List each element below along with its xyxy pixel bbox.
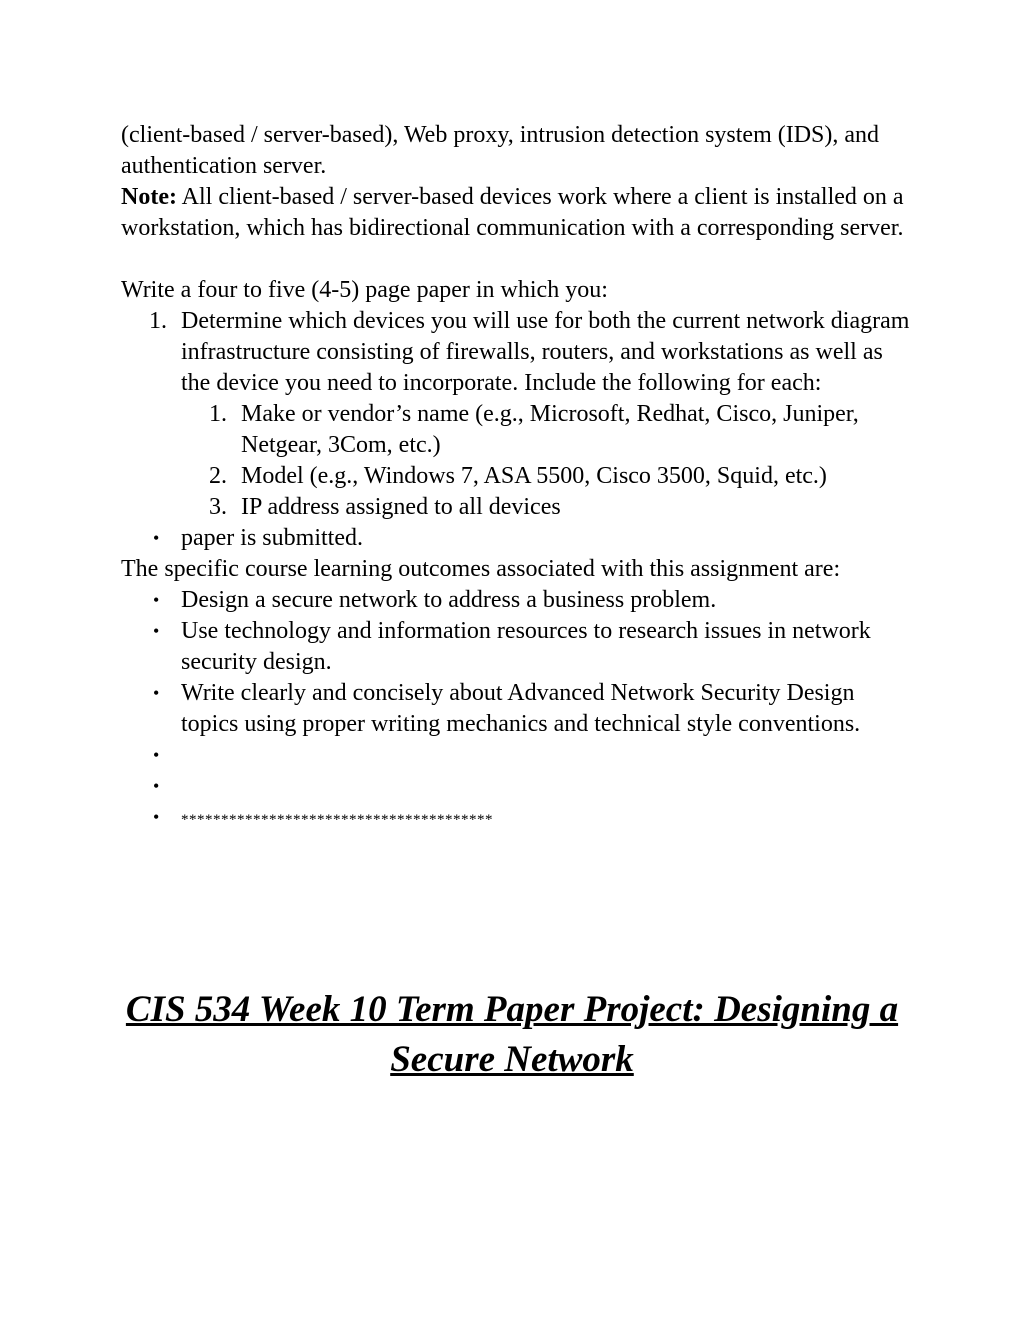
bullet-item <box>181 740 911 771</box>
bullet-item: • Use technology and information resources to research issues in network security design. <box>181 616 911 678</box>
sub-list-item: IP address assigned to all devices <box>241 494 561 520</box>
numbered-list <box>121 306 911 523</box>
page-title: CIS 534 Week 10 Term Paper Project: Designing a Secure Network <box>125 989 899 1080</box>
list-item-text: Determine which devices you will use for both the current network diagram infrastructure consisting of firewalls, routers, and workstations as well as the device you need to incorporate. Include the following for each: <box>181 308 910 396</box>
sub-list-item: Model (e.g., Windows 7, ASA 5500, Cisco 3500, Squid, etc.) <box>241 463 827 489</box>
bullet-item: • Write clearly and concisely about Advanced Network Security Design topics using proper writing mechanics and technical style conventions. <box>181 678 911 740</box>
list-item <box>181 306 911 523</box>
write-instruction: Write a four to five (4-5) page paper in which you: <box>121 277 608 303</box>
bullet-item <box>181 771 911 802</box>
outcomes-intro: The specific course learning outcomes associated with this assignment are: <box>121 556 841 582</box>
intro-text: (client-based / server-based), Web proxy, intrusion detection system (IDS), and authentication server. <box>121 122 880 179</box>
paragraph-gap <box>121 244 911 275</box>
intro-paragraph <box>121 120 911 244</box>
bullet-item <box>181 802 911 836</box>
document-body <box>121 120 911 836</box>
sub-list-item: Make or vendor’s name (e.g., Microsoft, Redhat, Cisco, Juniper, Netgear, 3Com, etc.) <box>241 401 859 458</box>
sub-numbered-list <box>181 399 911 523</box>
note-label: Note: <box>121 184 177 210</box>
note-text: All client-based / server-based devices work where a client is installed on a workstation, which has bidirectional communication with a corresponding server. <box>121 184 904 241</box>
bullet-list <box>121 523 911 554</box>
outcomes-list <box>121 585 911 836</box>
bullet-item: • paper is submitted. <box>181 523 911 554</box>
bullet-item: • Design a secure network to address a business problem. <box>181 585 911 616</box>
asterisk-separator: *************************************** <box>181 812 493 828</box>
